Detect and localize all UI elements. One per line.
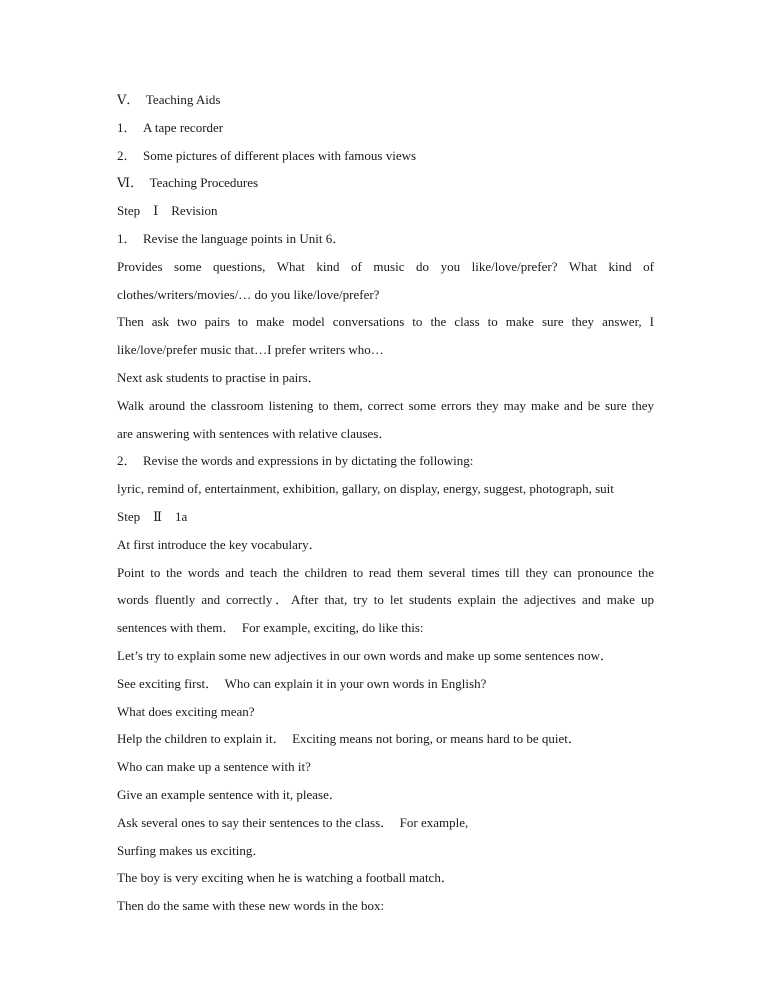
paragraph-line: clothes/writers/movies/… do you like/love/prefer? bbox=[117, 286, 380, 302]
list-item: 1． A tape recorder bbox=[117, 119, 224, 135]
paragraph-line: Who can make up a sentence with it? bbox=[117, 759, 311, 775]
paragraph-line: sentences with them． For example, exciting, do like this: bbox=[117, 620, 424, 636]
paragraph-line: Point to the words and teach the children to read them several times till they can pronounce the bbox=[117, 564, 654, 580]
paragraph-line: like/love/prefer music that…I prefer writers who… bbox=[117, 342, 384, 358]
example-sentence: The boy is very exciting when he is watching a football match． bbox=[117, 870, 454, 886]
paragraph-line: Then ask two pairs to make model conversations to the class to make sure they answer, I bbox=[117, 314, 654, 330]
list-item: 2． Some pictures of different places with famous views bbox=[117, 147, 417, 163]
section-heading-teaching-aids: Ⅴ． Teaching Aids bbox=[117, 92, 221, 107]
paragraph-line: Provides some questions, What kind of music do you like/love/prefer? What kind of bbox=[117, 258, 654, 274]
paragraph-line: words fluently and correctly．After that, try to let students explain the adjectives and make up bbox=[117, 592, 654, 608]
vocabulary-list: lyric, remind of, entertainment, exhibition, gallary, on display, energy, suggest, photograph, suit bbox=[117, 481, 614, 497]
paragraph-line: Give an example sentence with it, please． bbox=[117, 786, 342, 802]
paragraph-line: Let’s try to explain some new adjectives in our own words and make up some sentences now． bbox=[117, 647, 614, 663]
step-heading-revision: Step Ⅰ Revision bbox=[117, 203, 218, 219]
list-item: 2． Revise the words and expressions in by dictating the following: bbox=[117, 453, 474, 469]
example-sentence: Surfing makes us exciting． bbox=[117, 842, 266, 858]
section-heading-teaching-procedures: Ⅵ． Teaching Procedures bbox=[117, 175, 259, 191]
paragraph-line: See exciting first． Who can explain it in your own words in English? bbox=[117, 675, 487, 691]
paragraph-line: Then do the same with these new words in the box: bbox=[117, 898, 385, 914]
document-body bbox=[117, 86, 654, 920]
paragraph-line: Ask several ones to say their sentences to the class． For example, bbox=[117, 814, 469, 830]
paragraph-line: are answering with sentences with relative clauses． bbox=[117, 425, 392, 441]
step-heading-1a: Step Ⅱ 1a bbox=[117, 508, 188, 524]
paragraph-line: Walk around the classroom listening to them, correct some errors they may make and be sure they bbox=[117, 397, 654, 413]
paragraph-line: At first introduce the key vocabulary． bbox=[117, 536, 322, 552]
list-item: 1． Revise the language points in Unit 6． bbox=[117, 230, 346, 246]
paragraph-line: What does exciting mean? bbox=[117, 703, 255, 719]
paragraph-line: Next ask students to practise in pairs． bbox=[117, 369, 321, 385]
paragraph-line: Help the children to explain it． Exciting means not boring, or means hard to be quiet． bbox=[117, 731, 581, 747]
